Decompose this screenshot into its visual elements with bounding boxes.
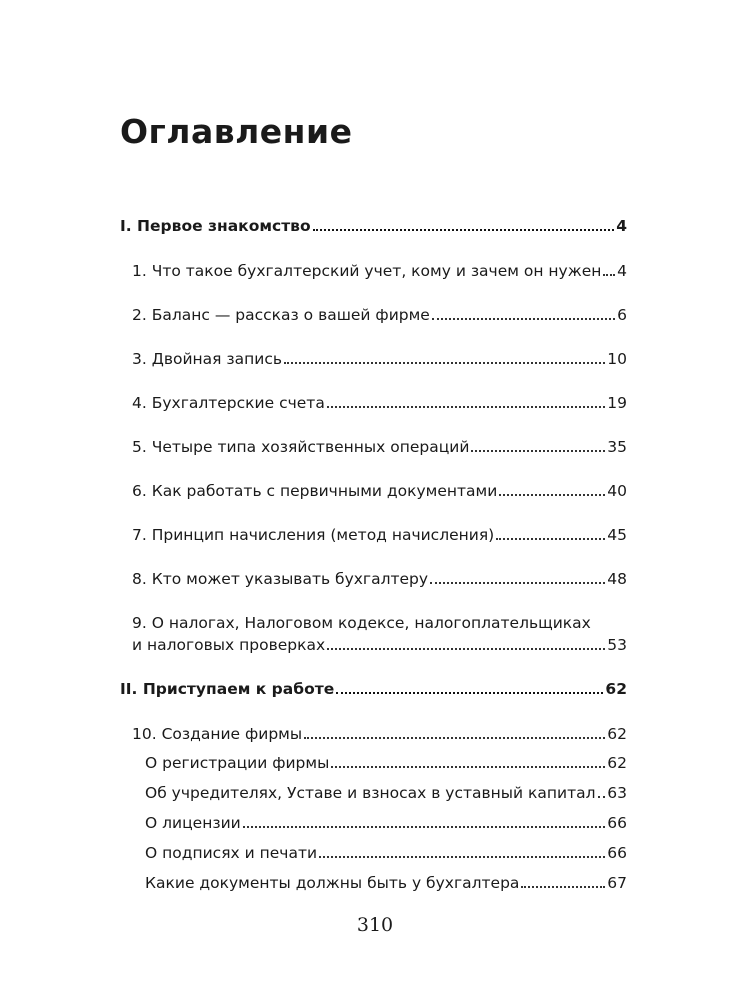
toc-label: II. Приступаем к работе <box>120 680 335 698</box>
toc-page: 45 <box>607 526 627 544</box>
toc-label: I. Первое знакомство <box>120 217 311 235</box>
toc-chapter-8 <box>132 570 627 588</box>
toc-label: 8. Кто может указывать бухгалтеру <box>132 570 429 588</box>
toc-subsection-1 <box>145 754 627 772</box>
leader-dots <box>430 582 605 584</box>
toc-page: 62 <box>607 725 627 743</box>
toc-label: 1. Что такое бухгалтерский учет, кому и зачем он нужен <box>132 262 602 280</box>
toc-chapter-9 <box>132 636 627 654</box>
toc-chapter-2 <box>132 306 627 324</box>
toc-label: О подписях и печати <box>145 844 318 862</box>
toc-part-1 <box>120 217 627 235</box>
toc-page: 10 <box>607 350 627 368</box>
toc-page: 4 <box>617 262 627 280</box>
toc-label: 10. Создание фирмы <box>132 725 303 743</box>
toc-chapter-7 <box>132 526 627 544</box>
toc-label: Об учредителях, Уставе и взносах в уставный капитал <box>145 784 596 802</box>
toc-page: 62 <box>605 680 627 698</box>
toc-chapter-5 <box>132 438 627 456</box>
leader-dots <box>521 886 605 888</box>
toc-page: 19 <box>607 394 627 412</box>
toc-chapter-1 <box>132 262 627 280</box>
toc-chapter-3 <box>132 350 627 368</box>
toc-label: Какие документы должны быть у бухгалтера <box>145 874 520 892</box>
toc-label: 5. Четыре типа хозяйственных операций <box>132 438 470 456</box>
toc-label: 2. Баланс — рассказ о вашей фирме <box>132 306 430 324</box>
toc-label: О регистрации фирмы <box>145 754 330 772</box>
leader-dots <box>499 494 605 496</box>
leader-dots <box>603 274 615 276</box>
leader-dots <box>243 826 606 828</box>
toc-subsection-3 <box>145 814 627 832</box>
leader-dots <box>432 318 615 320</box>
leader-dots <box>319 856 605 858</box>
leader-dots <box>327 648 605 650</box>
toc-subsection-2 <box>145 784 627 802</box>
page-number: 310 <box>356 914 394 936</box>
toc-chapter-4 <box>132 394 627 412</box>
toc-label: О лицензии <box>145 814 241 832</box>
toc-page: 48 <box>607 570 627 588</box>
toc-chapter-9-line1: 9. О налогах, Налоговом кодексе, налогоплательщиках <box>132 614 591 632</box>
leader-dots <box>471 450 605 452</box>
page-title: Оглавление <box>120 112 353 151</box>
toc-page: 6 <box>617 306 627 324</box>
leader-dots <box>331 766 605 768</box>
toc-part-2 <box>120 680 627 698</box>
toc-page: 40 <box>607 482 627 500</box>
toc-subsection-4 <box>145 844 627 862</box>
leader-dots <box>336 692 603 694</box>
leader-dots <box>284 362 605 364</box>
toc-page: 66 <box>607 814 627 832</box>
leader-dots <box>496 538 605 540</box>
toc-page: 62 <box>607 754 627 772</box>
toc-label: 6. Как работать с первичными документами <box>132 482 498 500</box>
toc-chapter-6 <box>132 482 627 500</box>
leader-dots <box>304 737 605 739</box>
toc-subsection-5 <box>145 874 627 892</box>
toc-page: 67 <box>607 874 627 892</box>
leader-dots <box>327 406 605 408</box>
leader-dots <box>598 796 606 798</box>
toc-page: 66 <box>607 844 627 862</box>
toc-label: и налоговых проверках <box>132 636 326 654</box>
toc-label: 3. Двойная запись <box>132 350 283 368</box>
toc-page: 4 <box>616 217 627 235</box>
leader-dots <box>313 229 615 231</box>
toc-chapter-10 <box>132 725 627 743</box>
toc-label: 7. Принцип начисления (метод начисления) <box>132 526 495 544</box>
toc-page: 63 <box>607 784 627 802</box>
toc-label: 4. Бухгалтерские счета <box>132 394 325 412</box>
toc-page: 53 <box>607 636 627 654</box>
toc-page: 35 <box>607 438 627 456</box>
